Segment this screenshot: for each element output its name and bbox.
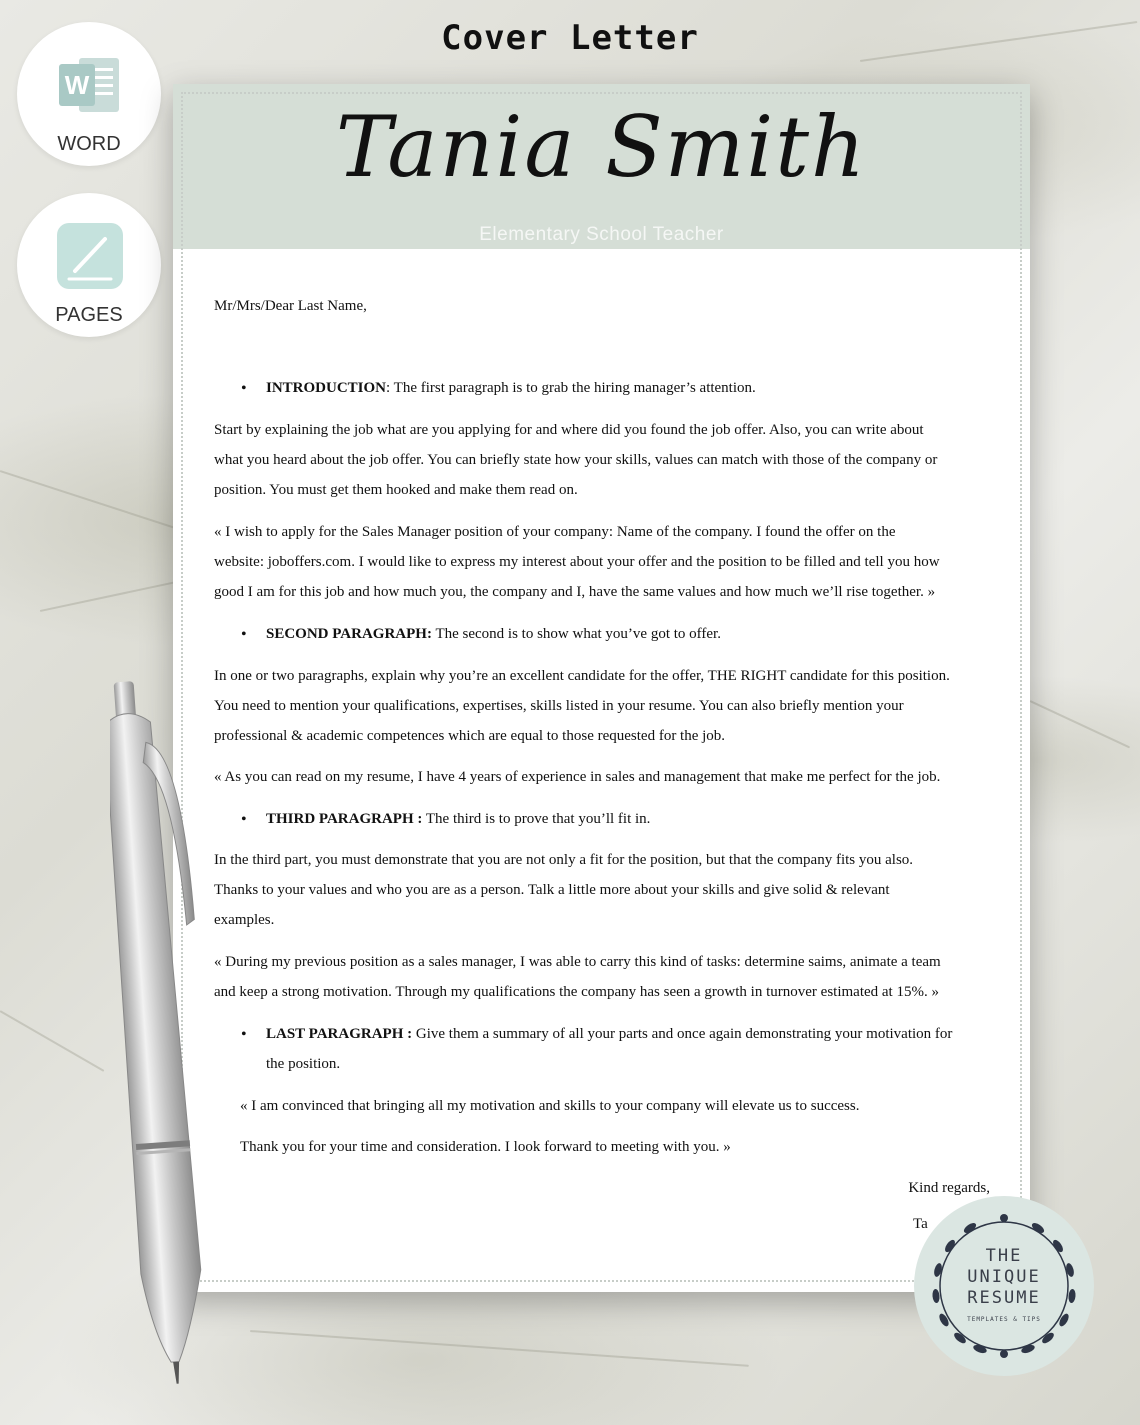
third-heading-line [266, 811, 650, 828]
cover-letter-page [173, 84, 1030, 1292]
example-line: « During my previous position as a sales manager, I was able to carry this kind of tasks: determine saims, animate a team [214, 954, 941, 970]
logo-tagline: TEMPLATES & TIPS [967, 1316, 1041, 1323]
paragraph-line: examples. [214, 912, 275, 928]
paragraph-line: what you heard about the job offer. You can briefly state how your skills, values can match with those of the company or [214, 452, 938, 468]
paragraph-line: In the third part, you must demonstrate that you are not only a fit for the position, but that the company fits you also. [214, 852, 914, 868]
example-line: website: joboffers.com. I would like to express my interest about your offer and the position to be filled and tell you how [214, 554, 940, 570]
second-heading-text: The second is to show what you’ve got to offer. [431, 626, 721, 642]
third-heading-text: The third is to prove that you’ll fit in. [422, 811, 651, 827]
pages-format-badge[interactable] [17, 193, 161, 337]
intro-heading: INTRODUCTION [266, 380, 387, 396]
intro-heading-text: : The first paragraph is to grab the hiring manager’s attention. [386, 380, 756, 396]
marble-vein [0, 1010, 104, 1072]
pen-illustration [110, 670, 270, 1390]
intro-heading-line [266, 380, 756, 397]
paragraph-line: You need to mention your qualifications, expertises, skills listed in your resume. You can also briefly mention your [214, 698, 904, 714]
signature: Ta [913, 1216, 928, 1232]
last-heading-line [266, 1026, 952, 1043]
bullet-icon: • [241, 1026, 247, 1043]
logo-line-3: RESUME [967, 1288, 1041, 1308]
example-line: « I am convinced that bringing all my motivation and skills to your company will elevate us to success. [240, 1098, 860, 1114]
last-heading-continuation: the position. [266, 1056, 341, 1072]
marble-vein [1030, 700, 1131, 748]
example-line: and keep a strong motivation. Through my qualifications the company has seen a growth in turnover estimated at 15%. » [214, 984, 939, 1000]
badge-label: PAGES [55, 304, 123, 326]
paragraph-line: professional & academic competences which are equal to those requested for the job. [214, 728, 726, 744]
logo-line-1: THE [985, 1246, 1023, 1266]
example-line: « As you can read on my resume, I have 4 years of experience in sales and management that make me perfect for the job. [214, 769, 941, 785]
second-heading-line [266, 626, 721, 643]
example-line: « I wish to apply for the Sales Manager position of your company: Name of the company. I found the offer on the [214, 524, 896, 540]
paragraph-line: In one or two paragraphs, explain why you’re an excellent candidate for the offer, THE RIGHT candidate for this position. [214, 668, 950, 684]
word-document-icon [55, 50, 125, 120]
third-heading: THIRD PARAGRAPH : [266, 811, 423, 827]
page-title: Cover Letter [441, 18, 699, 58]
bullet-icon: • [241, 626, 247, 643]
salutation: Mr/Mrs/Dear Last Name, [214, 298, 367, 314]
resume-header [173, 84, 1030, 249]
example-line: Thank you for your time and consideration. I look forward to meeting with you. » [240, 1139, 731, 1155]
svg-text:W: W [64, 70, 90, 100]
paragraph-line: Thanks to your values and who you are as a person. Talk a little more about your skills and give solid & relevant [214, 882, 890, 898]
paragraph-line: position. You must get them hooked and make them read on. [214, 482, 578, 498]
brand-logo [914, 1196, 1094, 1376]
logo-line-2: UNIQUE [967, 1267, 1041, 1287]
last-heading-text: Give them a summary of all your parts and once again demonstrating your motivation for [412, 1026, 953, 1042]
word-format-badge[interactable] [17, 22, 161, 166]
marble-vein [250, 1330, 749, 1367]
second-heading: SECOND PARAGRAPH: [266, 626, 432, 642]
pages-document-icon [55, 221, 125, 291]
badge-label: WORD [57, 133, 121, 155]
last-heading: LAST PARAGRAPH : [266, 1026, 413, 1042]
bullet-icon: • [241, 811, 247, 828]
candidate-name: Tania Smith [335, 98, 868, 196]
paragraph-line: Start by explaining the job what are you applying for and where did you found the job offer. Also, you can write about [214, 422, 924, 438]
job-title: Elementary School Teacher [479, 224, 724, 245]
closing: Kind regards, [908, 1180, 990, 1196]
bullet-icon: • [241, 380, 247, 397]
example-line: good I am for this job and how much you, the company and I, have the same values and how much we’ll rise together. » [214, 584, 936, 600]
